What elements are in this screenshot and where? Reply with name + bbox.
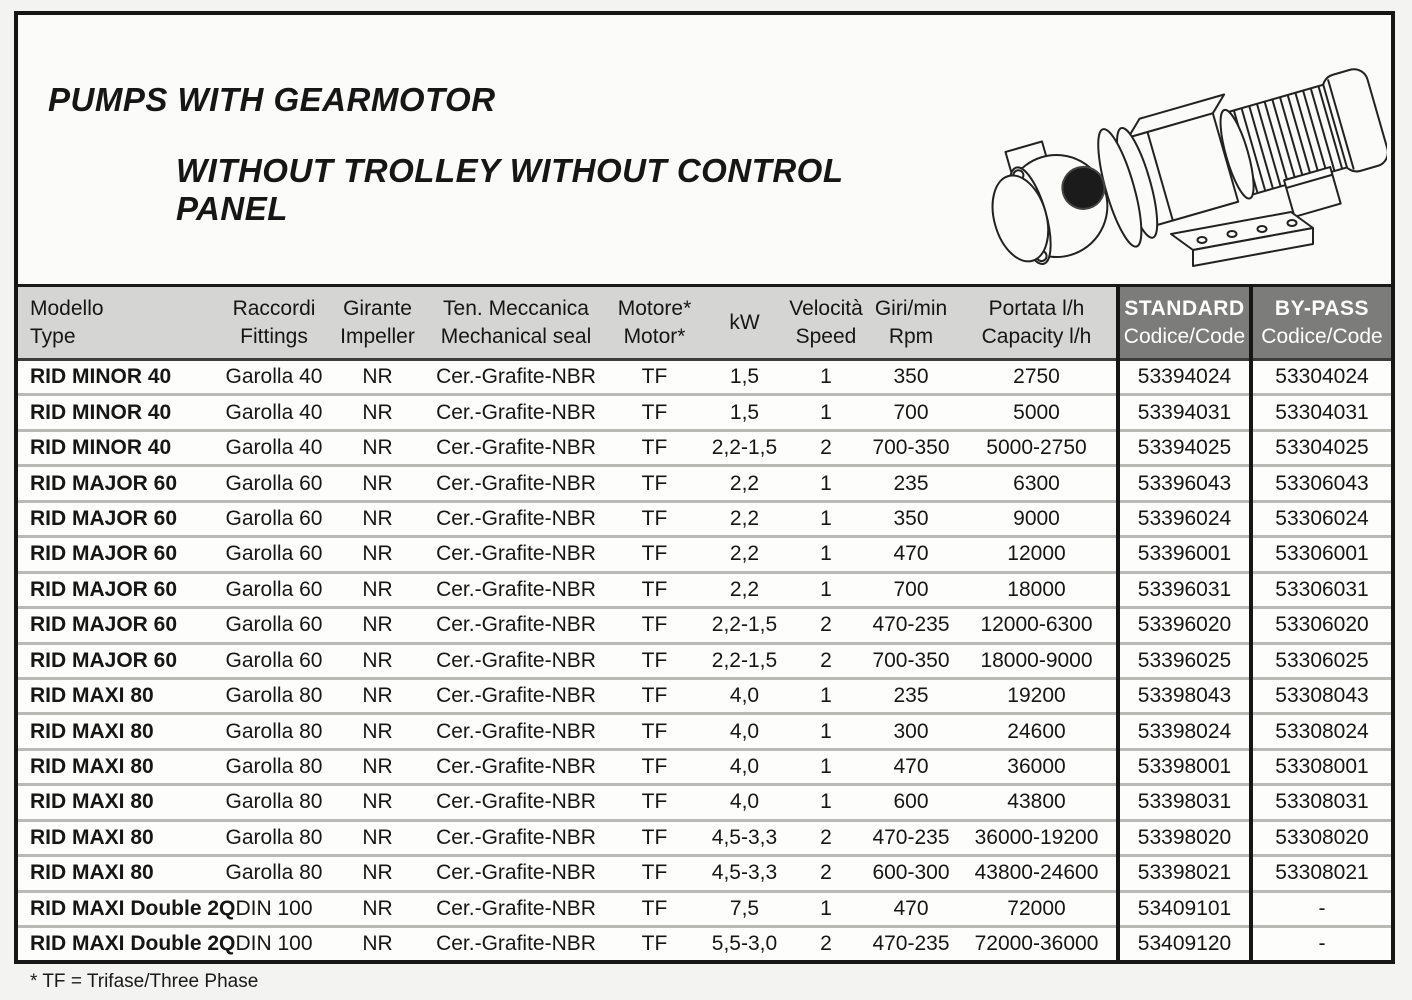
table-cell: 53398024 <box>1118 714 1251 749</box>
col-header-giri-min <box>865 286 957 360</box>
header-line-it: BY-PASS <box>1274 296 1370 320</box>
table-cell: NR <box>362 684 393 708</box>
table-cell: 53409120 <box>1118 927 1251 961</box>
table-cell: 53306031 <box>1275 577 1369 601</box>
col-header-modello <box>18 286 218 360</box>
header-line-en: Capacity l/h <box>981 324 1092 348</box>
table-cell: NR <box>362 506 393 530</box>
table-cell: 1 <box>820 684 832 708</box>
table-cell: 235 <box>893 471 929 495</box>
col-header-bypass-code <box>1251 286 1391 360</box>
table-cell: 300 <box>893 719 929 743</box>
table-cell: 53396031 <box>1118 572 1251 607</box>
table-cell: 53304024 <box>1275 365 1369 389</box>
table-cell: 235 <box>893 684 929 708</box>
table-cell: 2,2 <box>729 471 760 495</box>
table-cell: 9000 <box>1013 506 1060 530</box>
table-cell: 4,0 <box>729 719 760 743</box>
table-header <box>18 286 1391 360</box>
table-cell: 2,2-1,5 <box>711 648 778 672</box>
header-line-en: Motor* <box>623 324 686 348</box>
table-cell: Garolla 60 <box>225 577 323 601</box>
table-cell: 53396025 <box>1118 643 1251 678</box>
model-cell: RID MAXI 80 <box>30 790 154 814</box>
table-cell: 350 <box>893 365 929 389</box>
table-cell: NR <box>362 471 393 495</box>
table-cell: - <box>1318 932 1326 955</box>
table-cell: 1 <box>820 365 832 389</box>
table-cell: Garolla 40 <box>225 365 323 389</box>
table-row <box>18 537 1391 572</box>
table-cell: 72000 <box>1007 896 1066 920</box>
table-cell: TF <box>641 719 668 743</box>
table-cell: Garolla 60 <box>225 613 323 637</box>
model-cell: RID MAXI 80 <box>30 861 154 885</box>
table-cell: NR <box>362 932 393 955</box>
header-line-en: Rpm <box>888 324 934 348</box>
col-header-motore <box>607 286 702 360</box>
table-cell: 12000 <box>1007 542 1066 566</box>
table-cell: 1 <box>820 896 832 920</box>
table-cell: 24600 <box>1007 719 1066 743</box>
table-cell: 7,5 <box>729 896 760 920</box>
page-frame <box>14 11 1395 964</box>
header-line-it: Giri/min <box>874 296 948 320</box>
header-line-en: Codice/Code <box>1123 324 1246 348</box>
table-cell: 53394031 <box>1118 395 1251 430</box>
header-line-en: Mechanical seal <box>440 324 592 348</box>
header-line-it: Motore* <box>617 296 692 320</box>
pump-gearmotor-drawing <box>989 18 1387 280</box>
table-cell: DIN 100 <box>235 932 313 955</box>
table-cell: NR <box>362 648 393 672</box>
table-cell: Cer.-Grafite-NBR <box>436 719 596 743</box>
table-cell: 53304025 <box>1275 436 1369 460</box>
table-cell: DIN 100 <box>235 896 313 920</box>
table-cell: 6300 <box>1013 471 1060 495</box>
model-cell: RID MAXI 80 <box>30 825 154 849</box>
table-cell: TF <box>641 400 668 424</box>
table-cell: Garolla 80 <box>225 755 323 779</box>
table-row <box>18 891 1391 926</box>
header-line-it: Modello <box>30 296 104 320</box>
table-cell: 53394024 <box>1118 360 1251 395</box>
table-cell: 470 <box>893 755 929 779</box>
table-cell: Cer.-Grafite-NBR <box>436 648 596 672</box>
table-cell: 53308043 <box>1275 684 1369 708</box>
table-cell: 53398001 <box>1118 749 1251 784</box>
model-cell: RID MAXI Double 2Q <box>30 896 236 920</box>
table-cell: TF <box>641 684 668 708</box>
table-cell: Garolla 40 <box>225 400 323 424</box>
table-cell: Cer.-Grafite-NBR <box>436 790 596 814</box>
table-cell: NR <box>362 436 393 460</box>
table-cell: 2,2 <box>729 577 760 601</box>
table-cell: 53396024 <box>1118 501 1251 536</box>
table-row <box>18 360 1391 395</box>
table-cell: TF <box>641 861 668 885</box>
table-cell: 43800-24600 <box>974 861 1099 885</box>
model-cell: RID MAJOR 60 <box>30 471 178 495</box>
model-cell: RID MAJOR 60 <box>30 577 178 601</box>
table-cell: 53306043 <box>1275 471 1369 495</box>
table-cell: 2 <box>820 613 832 637</box>
table-cell: NR <box>362 365 393 389</box>
model-cell: RID MAJOR 60 <box>30 542 178 566</box>
page-title: PUMPS WITH GEARMOTOR <box>48 81 496 118</box>
header-line-it: Ten. Meccanica <box>443 296 589 320</box>
table-cell: 36000 <box>1007 755 1066 779</box>
table-cell: TF <box>641 932 668 955</box>
table-row <box>18 430 1391 465</box>
table-cell: TF <box>641 648 668 672</box>
table-cell: Garolla 60 <box>225 542 323 566</box>
table-cell: 4,0 <box>729 684 760 708</box>
col-header-standard-code <box>1118 286 1251 360</box>
table-cell: Cer.-Grafite-NBR <box>436 684 596 708</box>
table-cell: 5,5-3,0 <box>711 932 778 955</box>
table-cell: 53398020 <box>1118 820 1251 855</box>
table-cell: NR <box>362 719 393 743</box>
table-cell: NR <box>362 896 393 920</box>
table-cell: 1 <box>820 506 832 530</box>
table-cell: Cer.-Grafite-NBR <box>436 506 596 530</box>
table-cell: 1 <box>820 400 832 424</box>
table-cell: NR <box>362 861 393 885</box>
table-cell: Cer.-Grafite-NBR <box>436 613 596 637</box>
table-cell: Garolla 80 <box>225 719 323 743</box>
table-cell: 2 <box>820 932 832 955</box>
table-cell: TF <box>641 896 668 920</box>
table-row <box>18 856 1391 891</box>
table-cell: - <box>1318 896 1326 920</box>
model-cell: RID MINOR 40 <box>30 400 172 424</box>
table-row <box>18 785 1391 820</box>
table-row <box>18 927 1391 961</box>
table-row <box>18 714 1391 749</box>
table-cell: 470-235 <box>872 613 950 637</box>
table-row <box>18 501 1391 536</box>
table-cell: 2,2 <box>729 506 760 530</box>
model-cell: RID MINOR 40 <box>30 436 172 460</box>
table-cell: 600 <box>893 790 929 814</box>
table-cell: Garolla 80 <box>225 684 323 708</box>
table-cell: Garolla 60 <box>225 471 323 495</box>
table-cell: 4,0 <box>729 790 760 814</box>
table-cell: TF <box>641 790 668 814</box>
table-cell: NR <box>362 400 393 424</box>
col-header-portata <box>957 286 1118 360</box>
table-cell: 53306024 <box>1275 506 1369 530</box>
header-line-it: Velocità <box>789 296 863 320</box>
table-cell: 470-235 <box>872 932 950 955</box>
col-header-raccordi <box>218 286 330 360</box>
table-cell: 470 <box>893 542 929 566</box>
table-cell: 53394025 <box>1118 430 1251 465</box>
spec-table <box>18 284 1391 960</box>
header-line-en: Codice/Code <box>1261 324 1383 348</box>
table-cell: 36000-19200 <box>974 825 1099 849</box>
table-cell: 53398021 <box>1118 856 1251 891</box>
table-row <box>18 820 1391 855</box>
model-cell: RID MAJOR 60 <box>30 506 178 530</box>
table-cell: 53396043 <box>1118 466 1251 501</box>
table-row <box>18 608 1391 643</box>
table-row <box>18 678 1391 713</box>
table-cell: 470 <box>893 896 929 920</box>
table-cell: 700-350 <box>872 648 950 672</box>
table-row <box>18 643 1391 678</box>
header-line-it: kW <box>729 310 760 334</box>
table-cell: 53306001 <box>1275 542 1369 566</box>
table-cell: 53304031 <box>1275 400 1369 424</box>
table-cell: TF <box>641 577 668 601</box>
table-cell: 2 <box>820 648 832 672</box>
table-cell: 1,5 <box>729 365 760 389</box>
table-cell: 4,5-3,3 <box>711 861 778 885</box>
model-cell: RID MAJOR 60 <box>30 648 178 672</box>
table-cell: 53306020 <box>1275 613 1369 637</box>
table-row <box>18 749 1391 784</box>
header-line-it: STANDARD <box>1124 296 1245 320</box>
table-cell: 350 <box>893 506 929 530</box>
table-cell: 5000 <box>1013 400 1060 424</box>
table-cell: 1 <box>820 542 832 566</box>
table-cell: NR <box>362 613 393 637</box>
table-row <box>18 466 1391 501</box>
table-cell: TF <box>641 365 668 389</box>
table-cell: 700 <box>893 577 929 601</box>
table-cell: 53308020 <box>1275 825 1369 849</box>
header-line-it: Portata l/h <box>988 296 1085 320</box>
table-cell: 5000-2750 <box>986 436 1087 460</box>
table-cell: 2,2-1,5 <box>711 436 778 460</box>
table-cell: 2 <box>820 825 832 849</box>
header-line-en: Speed <box>795 324 857 348</box>
table-cell: 1,5 <box>729 400 760 424</box>
table-cell: 53308021 <box>1275 861 1369 885</box>
col-header-girante <box>330 286 425 360</box>
table-cell: Cer.-Grafite-NBR <box>436 825 596 849</box>
table-cell: NR <box>362 542 393 566</box>
table-cell: 43800 <box>1007 790 1066 814</box>
table-cell: Cer.-Grafite-NBR <box>436 861 596 885</box>
table-cell: Cer.-Grafite-NBR <box>436 755 596 779</box>
table-cell: 53396001 <box>1118 537 1251 572</box>
table-cell: 53398031 <box>1118 785 1251 820</box>
table-cell: Garolla 60 <box>225 506 323 530</box>
table-cell: Cer.-Grafite-NBR <box>436 896 596 920</box>
table-cell: 1 <box>820 755 832 779</box>
model-cell: RID MINOR 40 <box>30 365 172 389</box>
table-cell: 19200 <box>1007 684 1066 708</box>
table-cell: NR <box>362 577 393 601</box>
table-cell: 53308001 <box>1275 755 1369 779</box>
table-cell: TF <box>641 471 668 495</box>
col-header-velocita <box>787 286 865 360</box>
table-cell: 1 <box>820 471 832 495</box>
table-cell: Cer.-Grafite-NBR <box>436 436 596 460</box>
model-cell: RID MAXI 80 <box>30 755 154 779</box>
header-line-en: Type <box>30 324 76 348</box>
model-cell: RID MAJOR 60 <box>30 613 178 637</box>
table-cell: 2,2-1,5 <box>711 613 778 637</box>
table-cell: Garolla 40 <box>225 436 323 460</box>
table-cell: Garolla 80 <box>225 861 323 885</box>
table-cell: 4,5-3,3 <box>711 825 778 849</box>
model-cell: RID MAXI Double 2Q <box>30 932 236 955</box>
table-row <box>18 572 1391 607</box>
table-cell: 53308031 <box>1275 790 1369 814</box>
table-cell: 700 <box>893 400 929 424</box>
table-cell: 1 <box>820 577 832 601</box>
table-body <box>18 360 1391 961</box>
title-block <box>48 81 948 228</box>
table-cell: 700-350 <box>872 436 950 460</box>
table-cell: TF <box>641 506 668 530</box>
header-line-it: Girante <box>343 296 412 320</box>
model-cell: RID MAXI 80 <box>30 719 154 743</box>
col-header-tenuta-meccanica <box>425 286 607 360</box>
table-cell: TF <box>641 542 668 566</box>
table-cell: Cer.-Grafite-NBR <box>436 365 596 389</box>
table-cell: NR <box>362 790 393 814</box>
table-cell: Garolla 80 <box>225 825 323 849</box>
table-cell: 1 <box>820 790 832 814</box>
model-cell: RID MAXI 80 <box>30 684 154 708</box>
table-cell: 470-235 <box>872 825 950 849</box>
table-cell: Cer.-Grafite-NBR <box>436 400 596 424</box>
table-cell: Cer.-Grafite-NBR <box>436 471 596 495</box>
table-cell: 18000 <box>1007 577 1066 601</box>
table-cell: 2750 <box>1013 365 1060 389</box>
table-cell: Garolla 60 <box>225 648 323 672</box>
table-cell: TF <box>641 825 668 849</box>
table-cell: Cer.-Grafite-NBR <box>436 577 596 601</box>
table-cell: 53306025 <box>1275 648 1369 672</box>
header-line-it: Raccordi <box>232 296 316 320</box>
table-cell: Cer.-Grafite-NBR <box>436 932 596 955</box>
table-cell: 1 <box>820 719 832 743</box>
table-cell: 53396020 <box>1118 608 1251 643</box>
header-row <box>18 286 1391 360</box>
table-cell: 53398043 <box>1118 678 1251 713</box>
page-subtitle: WITHOUT TROLLEY WITHOUT CONTROL PANEL <box>176 152 843 227</box>
table-cell: NR <box>362 755 393 779</box>
table-cell: 72000-36000 <box>974 932 1099 955</box>
footnote: * TF = Trifase/Three Phase <box>30 971 259 992</box>
header-line-en: Impeller <box>340 324 415 348</box>
table-cell: TF <box>641 755 668 779</box>
col-header-kw <box>702 286 787 360</box>
table-cell: TF <box>641 613 668 637</box>
table-cell: 2 <box>820 861 832 885</box>
table-cell: NR <box>362 825 393 849</box>
table-cell: 2 <box>820 436 832 460</box>
table-cell: 53409101 <box>1118 891 1251 926</box>
table-cell: 53308024 <box>1275 719 1369 743</box>
table-cell: TF <box>641 436 668 460</box>
header-line-en: Fittings <box>240 324 308 348</box>
table-cell: 600-300 <box>872 861 950 885</box>
table-cell: 12000-6300 <box>980 613 1093 637</box>
table-cell: Cer.-Grafite-NBR <box>436 542 596 566</box>
table-cell: 4,0 <box>729 755 760 779</box>
table-cell: 2,2 <box>729 542 760 566</box>
table-cell: 18000-9000 <box>980 648 1093 672</box>
table-cell: Garolla 80 <box>225 790 323 814</box>
table-row <box>18 395 1391 430</box>
